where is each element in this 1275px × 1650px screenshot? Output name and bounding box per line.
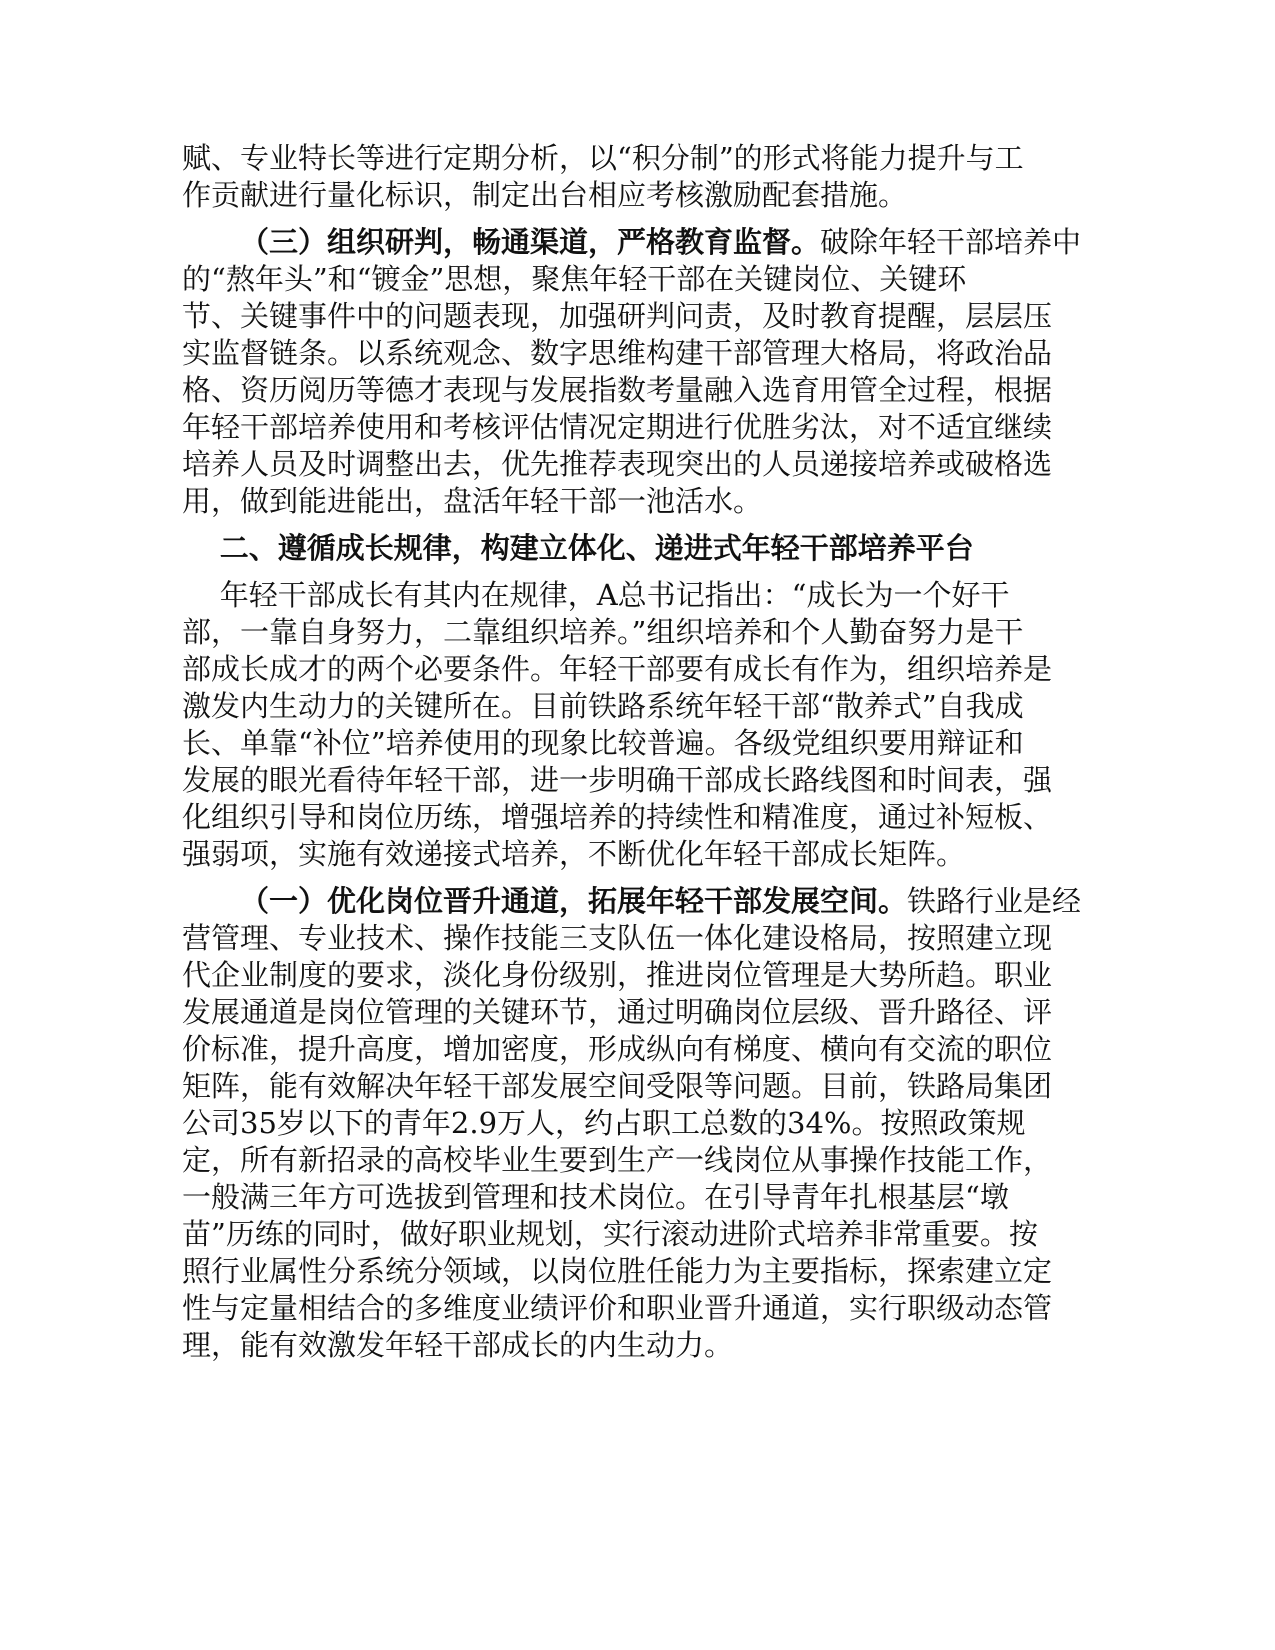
line-text: 年轻干部培养使用和考核评估情况定期进行优胜劣汰，对不适宜继续 — [182, 410, 1053, 444]
text-line — [182, 614, 1082, 651]
bold-lead-text: （三）组织研判，畅通渠道，严格教育监督。 — [240, 225, 821, 259]
bold-lead-text: （一）优化岗位晋升通道，拓展年轻干部发展空间。 — [240, 884, 908, 918]
line-text: 培养人员及时调整出去，优先推荐表现突出的人员递接培养或破格选 — [182, 447, 1053, 481]
line-text: 节、关键事件中的问题表现，加强研判问责，及时教育提醒，层层压 — [182, 299, 1053, 333]
line-text: 公司35岁以下的青年2.9万人，约占职工总数的34%。按照政策规 — [182, 1106, 1026, 1140]
paragraph-gap — [182, 567, 1082, 577]
paragraph-gap — [182, 873, 1082, 883]
text-line — [182, 530, 1082, 567]
text-line — [182, 725, 1082, 762]
line-text: 作贡献进行量化标识，制定出台相应考核激励配套措施。 — [182, 178, 908, 212]
text-line — [182, 1142, 1082, 1179]
bold-lead-text: 二、遵循成长规律，构建立体化、递进式年轻干部培养平台 — [219, 531, 974, 565]
text-line — [182, 372, 1082, 409]
paragraph — [182, 577, 1082, 873]
line-text: 年轻干部成长有其内在规律，A总书记指出：“成长为一个好干 — [219, 578, 1010, 612]
text-line — [182, 799, 1082, 836]
line-text: 代企业制度的要求，淡化身份级别，推进岗位管理是大势所趋。职业 — [182, 958, 1053, 992]
text-line — [182, 762, 1082, 799]
text-line — [182, 298, 1082, 335]
line-text: 用，做到能进能出，盘活年轻干部一池活水。 — [182, 484, 763, 518]
document-page — [182, 140, 1082, 1364]
text-line — [182, 1031, 1082, 1068]
line-text: 赋、专业特长等进行定期分析，以“积分制”的形式将能力提升与工 — [182, 141, 1024, 175]
text-line — [182, 688, 1082, 725]
text-line — [182, 261, 1082, 298]
text-line — [182, 177, 1082, 214]
text-line — [182, 957, 1082, 994]
text-line — [182, 335, 1082, 372]
line-text: 的“熬年头”和“镀金”思想，聚焦年轻干部在关键岗位、关键环 — [182, 262, 967, 296]
line-text: 铁路行业是经 — [907, 884, 1082, 918]
text-line — [182, 140, 1082, 177]
line-text: 部成长成才的两个必要条件。年轻干部要有成长有作为，组织培养是 — [182, 652, 1053, 686]
text-line — [182, 1327, 1082, 1364]
text-line — [182, 1179, 1082, 1216]
line-text: 营管理、专业技术、操作技能三支队伍一体化建设格局，按照建立现 — [182, 921, 1053, 955]
line-text: 激发内生动力的关键所在。目前铁路系统年轻干部“散养式”自我成 — [182, 689, 1024, 723]
text-line — [182, 483, 1082, 520]
line-text: 部，一靠自身努力，二靠组织培养。”组织培养和个人勤奋努力是干 — [182, 615, 1024, 649]
line-text: 矩阵，能有效解决年轻干部发展空间受限等问题。目前，铁路局集团 — [182, 1069, 1053, 1103]
line-text: 苗”历练的同时，做好职业规划，实行滚动进阶式培养非常重要。按 — [182, 1217, 1038, 1251]
text-line — [182, 446, 1082, 483]
text-line — [182, 1105, 1082, 1142]
text-line — [182, 1253, 1082, 1290]
text-line — [182, 224, 1082, 261]
text-line — [182, 409, 1082, 446]
line-text: 理，能有效激发年轻干部成长的内生动力。 — [182, 1328, 734, 1362]
paragraph — [182, 883, 1082, 1364]
text-line — [182, 920, 1082, 957]
paragraph — [182, 140, 1082, 214]
line-text: 化组织引导和岗位历练，增强培养的持续性和精准度，通过补短板、 — [182, 800, 1053, 834]
line-text: 性与定量相结合的多维度业绩评价和职业晋升通道，实行职级动态管 — [182, 1291, 1053, 1325]
line-text: 实监督链条。以系统观念、数字思维构建干部管理大格局，将政治品 — [182, 336, 1053, 370]
paragraph — [182, 224, 1082, 520]
line-text: 长、单靠“补位”培养使用的现象比较普遍。各级党组织要用辩证和 — [182, 726, 1024, 760]
section-heading — [182, 530, 1082, 567]
line-text: 发展通道是岗位管理的关键环节，通过明确岗位层级、晋升路径、评 — [182, 995, 1053, 1029]
text-line — [182, 651, 1082, 688]
line-text: 价标准，提升高度，增加密度，形成纵向有梯度、横向有交流的职位 — [182, 1032, 1053, 1066]
text-line — [182, 883, 1082, 920]
text-line — [182, 1290, 1082, 1327]
line-text: 发展的眼光看待年轻干部，进一步明确干部成长路线图和时间表，强 — [182, 763, 1053, 797]
paragraph-gap — [182, 520, 1082, 530]
text-line — [182, 1068, 1082, 1105]
text-line — [182, 1216, 1082, 1253]
paragraph-gap — [182, 214, 1082, 224]
text-line — [182, 836, 1082, 873]
line-text: 定，所有新招录的高校毕业生要到生产一线岗位从事操作技能工作， — [182, 1143, 1053, 1177]
line-text: 一般满三年方可选拔到管理和技术岗位。在引导青年扎根基层“墩 — [182, 1180, 1009, 1214]
text-line — [182, 994, 1082, 1031]
line-text: 格、资历阅历等德才表现与发展指数考量融入选育用管全过程，根据 — [182, 373, 1053, 407]
text-line — [182, 577, 1082, 614]
line-text: 破除年轻干部培养中 — [820, 225, 1082, 259]
line-text: 强弱项，实施有效递接式培养，不断优化年轻干部成长矩阵。 — [182, 837, 966, 871]
line-text: 照行业属性分系统分领域，以岗位胜任能力为主要指标，探索建立定 — [182, 1254, 1053, 1288]
